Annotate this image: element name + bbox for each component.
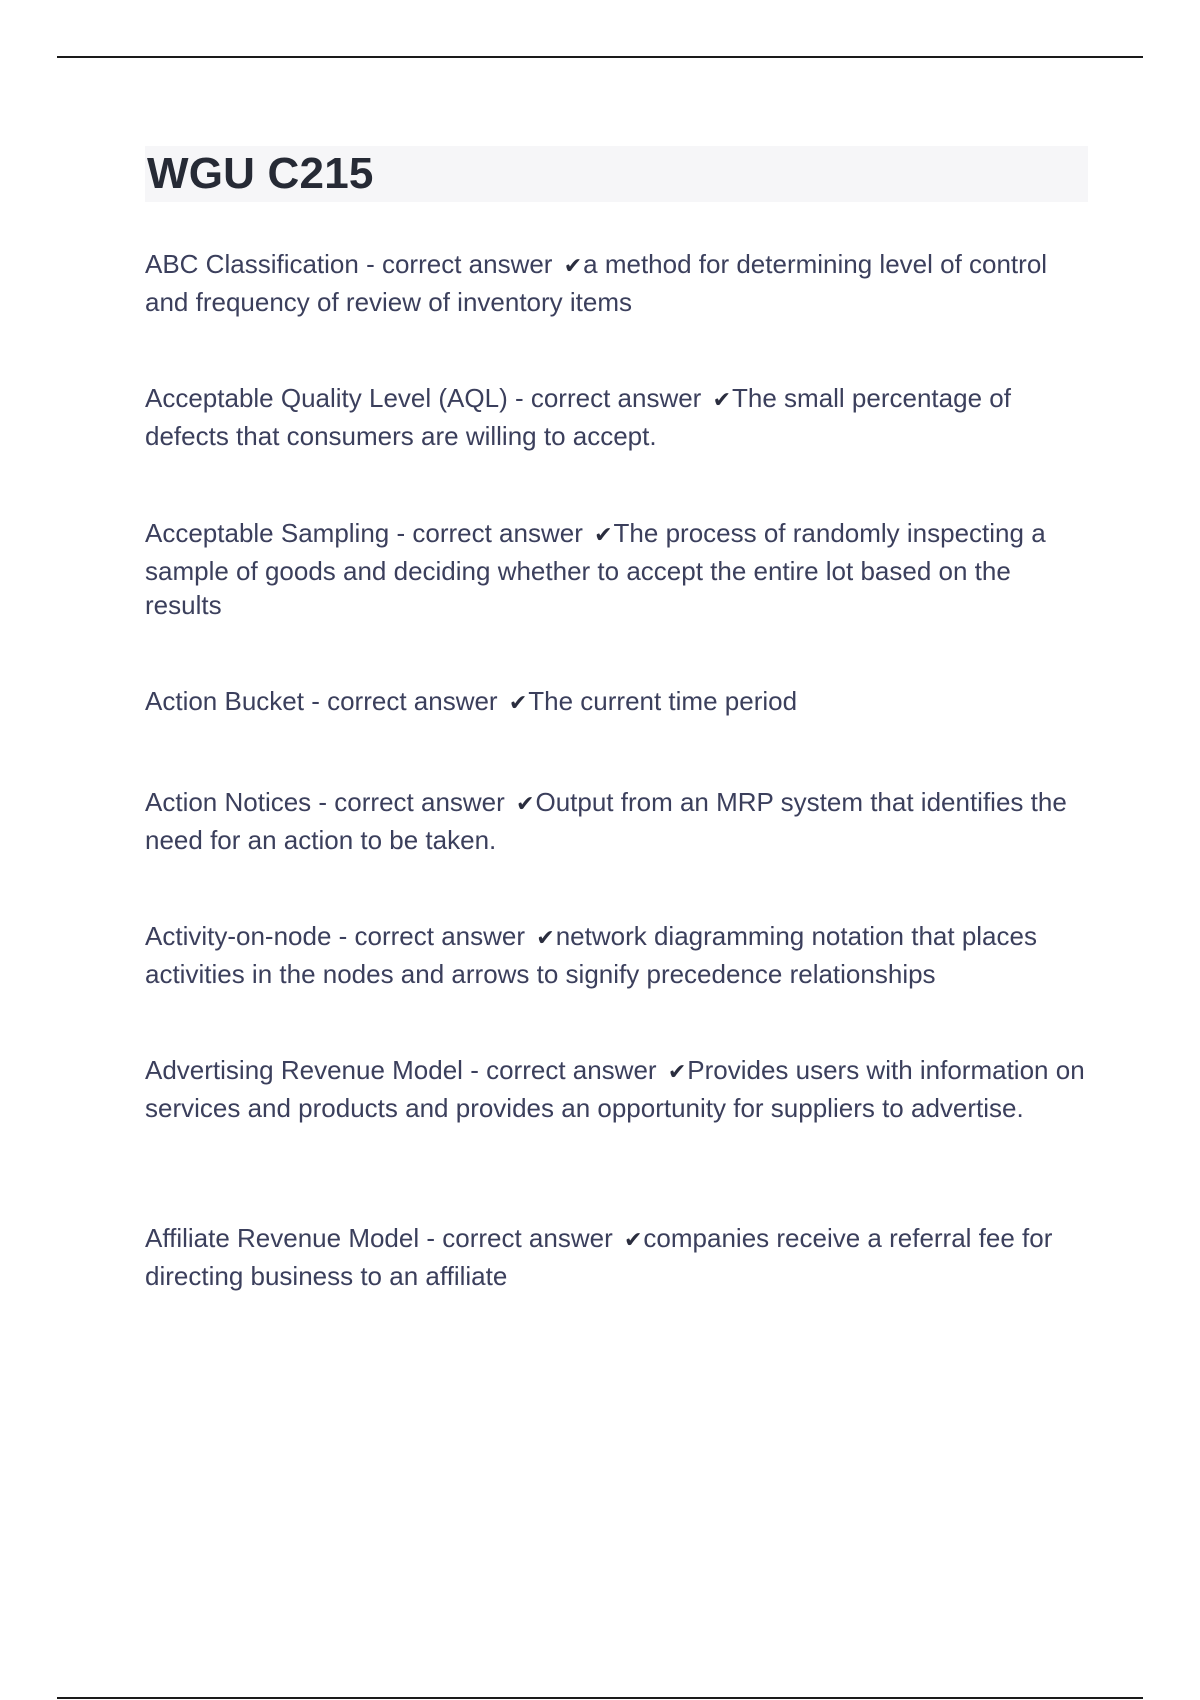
separator: - bbox=[311, 787, 335, 817]
title-band bbox=[145, 146, 1088, 202]
term: Action Bucket bbox=[145, 686, 304, 716]
list-item bbox=[145, 1221, 1090, 1293]
page-title: WGU C215 bbox=[147, 149, 374, 198]
answer-label: correct answer bbox=[381, 249, 553, 279]
separator: - bbox=[462, 1055, 487, 1085]
separator: - bbox=[419, 1223, 443, 1253]
term: Activity-on-node bbox=[145, 921, 332, 951]
check-mark-icon: ✔ bbox=[516, 792, 535, 817]
answer-label: correct answer bbox=[486, 1055, 657, 1085]
list-item bbox=[145, 919, 1090, 991]
definition: Provides users with information on services and products and provides an opportunity for suppliers to advertise. bbox=[145, 1055, 1085, 1123]
answer-label: correct answer bbox=[412, 518, 583, 548]
definition: a method for determining level of control and frequency of review of inventory items bbox=[145, 249, 1048, 317]
definition: The current time period bbox=[528, 686, 798, 716]
check-mark-icon: ✔ bbox=[594, 523, 613, 548]
answer-label: correct answer bbox=[442, 1223, 613, 1253]
term: Action Notices bbox=[145, 787, 312, 817]
top-rule bbox=[57, 56, 1143, 58]
definition: The small percentage of defects that consumers are willing to accept. bbox=[145, 383, 1011, 451]
check-mark-icon: ✔ bbox=[667, 1060, 687, 1085]
term: Acceptable Quality Level (AQL) bbox=[145, 383, 508, 413]
definition: Output from an MRP system that identifies the need for an action to be taken. bbox=[145, 787, 1067, 855]
separator: - bbox=[389, 518, 413, 548]
check-mark-icon: ✔ bbox=[563, 254, 583, 279]
term: ABC Classification bbox=[145, 249, 359, 279]
check-mark-icon: ✔ bbox=[623, 1228, 643, 1253]
definition: network diagramming notation that places activities in the nodes and arrows to signify precedence relationships bbox=[145, 921, 1037, 989]
list-item bbox=[145, 1053, 1090, 1125]
answer-label: correct answer bbox=[354, 921, 526, 951]
answer-label: correct answer bbox=[530, 383, 702, 413]
separator: - bbox=[507, 383, 531, 413]
definition: The process of randomly inspecting a sample of goods and deciding whether to accept the entire lot based on the results bbox=[145, 518, 1046, 620]
check-mark-icon: ✔ bbox=[536, 926, 555, 951]
list-item bbox=[145, 516, 1090, 623]
bottom-rule bbox=[57, 1697, 1143, 1699]
list-item bbox=[145, 381, 1090, 453]
check-mark-icon: ✔ bbox=[508, 691, 528, 716]
definition: companies receive a referral fee for directing business to an affiliate bbox=[145, 1223, 1053, 1291]
list-item bbox=[145, 785, 1090, 857]
list-item bbox=[145, 684, 797, 722]
separator: - bbox=[358, 249, 382, 279]
list-item bbox=[145, 247, 1090, 319]
check-mark-icon: ✔ bbox=[712, 388, 732, 413]
term: Advertising Revenue Model bbox=[145, 1055, 463, 1085]
term: Affiliate Revenue Model bbox=[145, 1223, 420, 1253]
term: Acceptable Sampling bbox=[145, 518, 390, 548]
answer-label: correct answer bbox=[334, 787, 505, 817]
separator: - bbox=[331, 921, 355, 951]
separator: - bbox=[303, 686, 328, 716]
answer-label: correct answer bbox=[327, 686, 498, 716]
